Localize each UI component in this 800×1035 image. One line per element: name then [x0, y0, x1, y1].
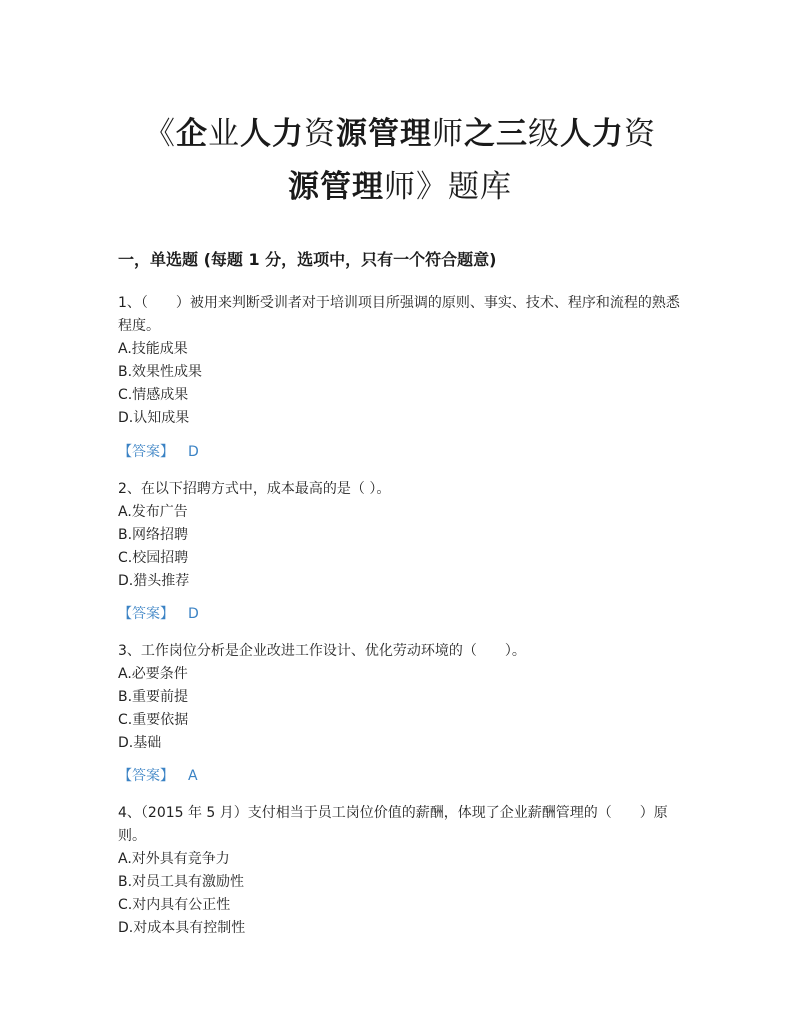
answer-label: 【答案】 — [118, 444, 174, 460]
option-c: C.重要依据 — [118, 712, 189, 728]
option-a: A.发布广告 — [118, 504, 188, 520]
option-c: C.情感成果 — [118, 387, 189, 403]
document-title — [100, 108, 700, 214]
title-segment: 》题库 — [416, 169, 512, 205]
title-segment: 源管理 — [288, 169, 384, 205]
title-segment: 企 — [176, 116, 208, 152]
title-segment: 人力 — [240, 116, 304, 152]
answer-value: A — [188, 768, 198, 784]
title-segment: 师 — [384, 169, 416, 205]
title-segment: 业 — [208, 116, 240, 152]
option-d: D.猎头推荐 — [118, 573, 190, 589]
option-b: B.网络招聘 — [118, 527, 189, 543]
answer-value: D — [188, 444, 199, 460]
option-d: D.对成本具有控制性 — [118, 920, 246, 936]
option-b: B.效果性成果 — [118, 364, 203, 380]
question-stem: 2、在以下招聘方式中，成本最高的是（ ）。 — [118, 481, 391, 497]
title-segment: 人力 — [560, 116, 624, 152]
title-segment: 之三 — [464, 116, 528, 152]
answer-3 — [118, 765, 198, 788]
option-d: D.基础 — [118, 735, 162, 751]
answer-value: D — [188, 606, 199, 622]
title-segment: 《 — [144, 116, 176, 152]
option-b: B.对员工具有激励性 — [118, 874, 245, 890]
option-d: D.认知成果 — [118, 410, 190, 426]
title-line-2 — [100, 161, 700, 214]
answer-1 — [118, 441, 199, 464]
title-segment: 师 — [432, 116, 464, 152]
question-stem: 1、（ ）被用来判断受训者对于培训项目所强调的原则、事实、技术、程序和流程的熟悉程度。 — [118, 295, 680, 334]
question-stem: 4、（2015 年 5 月）支付相当于员工岗位价值的薪酬，体现了企业薪酬管理的（ ）原则。 — [118, 805, 668, 844]
title-segment: 级 — [528, 116, 560, 152]
question-stem: 3、工作岗位分析是企业改进工作设计、优化劳动环境的（ ）。 — [118, 643, 526, 659]
option-b: B.重要前提 — [118, 689, 189, 705]
answer-2 — [118, 603, 199, 626]
option-c: C.对内具有公正性 — [118, 897, 231, 913]
title-segment: 资 — [624, 116, 656, 152]
section-heading: 一，单选题 (每题 1 分，选项中，只有一个符合题意) — [118, 250, 497, 269]
title-segment: 资 — [304, 116, 336, 152]
question-2 — [118, 478, 688, 593]
option-c: C.校园招聘 — [118, 550, 189, 566]
question-1 — [118, 292, 688, 430]
answer-label: 【答案】 — [118, 606, 174, 622]
option-a: A.技能成果 — [118, 341, 188, 357]
title-line-1 — [100, 108, 700, 161]
question-3 — [118, 640, 688, 755]
option-a: A.必要条件 — [118, 666, 188, 682]
question-4 — [118, 802, 688, 940]
answer-label: 【答案】 — [118, 768, 174, 784]
title-segment: 源管理 — [336, 116, 432, 152]
option-a: A.对外具有竞争力 — [118, 851, 230, 867]
